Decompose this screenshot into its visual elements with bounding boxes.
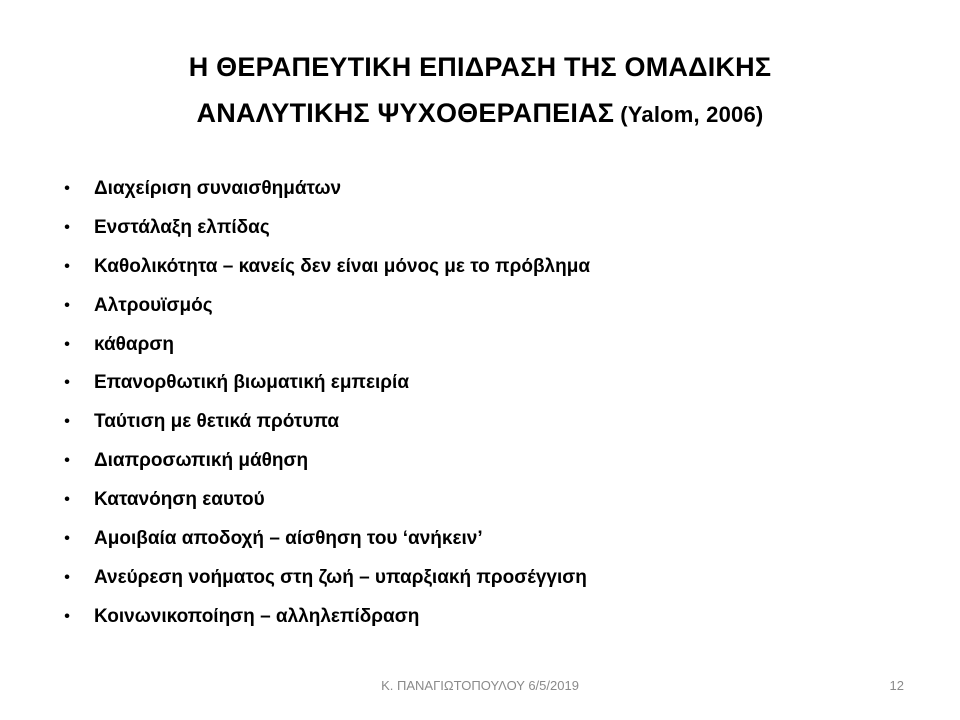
bullet-icon: • bbox=[64, 335, 70, 353]
bullet-list bbox=[60, 170, 920, 637]
footer-author-date: Κ. ΠΑΝΑΓΙΩΤΟΠΟΥΛΟΥ 6/5/2019 bbox=[381, 678, 579, 693]
list-item-text: Διαχείριση συναισθημάτων bbox=[94, 178, 342, 199]
title-line-2-text: ΑΝΑΛΥΤΙΚΗΣ ΨΥΧΟΘΕΡΑΠΕΙΑΣ bbox=[196, 98, 615, 128]
list-item bbox=[60, 403, 920, 442]
list-item-text: Κοινωνικοποίηση – αλληλεπίδραση bbox=[94, 605, 420, 627]
bullet-icon: • bbox=[64, 180, 70, 197]
list-item bbox=[60, 287, 920, 326]
list-item bbox=[60, 520, 920, 559]
list-item-text: Ενστάλαξη ελπίδας bbox=[94, 216, 270, 238]
list-item bbox=[60, 170, 920, 209]
list-item-text: Καθολικότητα – κανείς δεν είναι μόνος με το πρόβλημα bbox=[94, 255, 591, 277]
list-item-text: κάθαρση bbox=[94, 333, 174, 355]
list-item-text: Κατανόηση εαυτού bbox=[94, 489, 265, 511]
list-item bbox=[60, 364, 920, 403]
bullet-icon: • bbox=[64, 568, 70, 586]
bullet-icon: • bbox=[64, 452, 70, 470]
title-citation: (Yalom, 2006) bbox=[620, 102, 764, 127]
list-item-text: Ανεύρεση νοήματος στη ζωή – υπαρξιακή προσέγγιση bbox=[94, 566, 587, 588]
list-item-text: Επανορθωτική βιωματική εμπειρία bbox=[94, 372, 409, 394]
bullet-icon: • bbox=[64, 491, 70, 509]
bullet-icon: • bbox=[64, 374, 70, 392]
slide-number: 12 bbox=[889, 678, 904, 693]
bullet-icon: • bbox=[64, 218, 70, 236]
list-item bbox=[60, 326, 920, 365]
bullet-icon: • bbox=[64, 530, 70, 548]
title-line-1: Η ΘΕΡΑΠΕΥΤΙΚΗ ΕΠΙΔΡΑΣΗ ΤΗΣ ΟΜΑΔΙΚΗΣ bbox=[188, 52, 772, 82]
bullet-icon: • bbox=[64, 413, 70, 431]
list-item-text: Ταύτιση με θετικά πρότυπα bbox=[94, 411, 340, 433]
list-item-text: Διαπροσωπική μάθηση bbox=[94, 450, 309, 472]
list-item bbox=[60, 598, 920, 637]
title-line-2 bbox=[60, 90, 900, 138]
list-item bbox=[60, 209, 920, 248]
list-item-text: Αμοιβαία αποδοχή – αίσθηση του ‘ανήκειν’ bbox=[94, 528, 483, 550]
slide-title bbox=[60, 44, 900, 138]
bullet-icon: • bbox=[64, 296, 70, 314]
list-item bbox=[60, 248, 920, 287]
list-item bbox=[60, 559, 920, 598]
bullet-icon: • bbox=[64, 257, 70, 275]
list-item bbox=[60, 481, 920, 520]
list-item-text: Αλτρουϊσμός bbox=[94, 294, 213, 316]
bullet-icon: • bbox=[64, 607, 70, 625]
list-item bbox=[60, 442, 920, 481]
